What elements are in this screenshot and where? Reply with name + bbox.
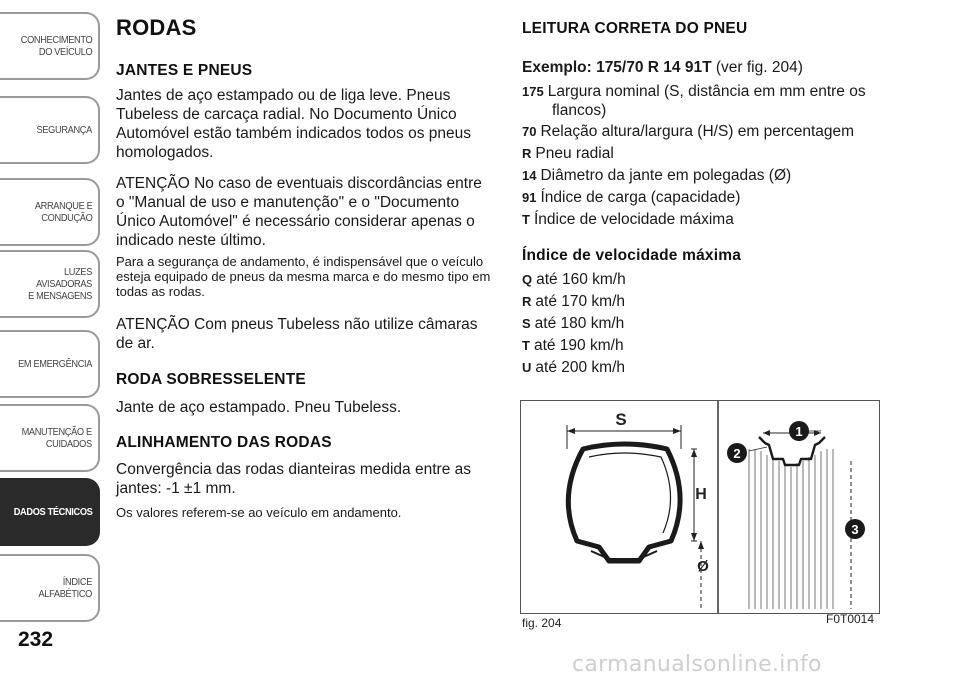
jantes-heading: JANTES E PNEUS: [116, 62, 253, 79]
speed-heading: Índice de velocidade máxima: [522, 247, 742, 264]
callout-3: [845, 519, 865, 539]
watermark: carmanualsonline.info: [572, 652, 822, 677]
seguranca-note: Para a segurança de andamento, é indispensável que o veículo esteja equipado de pneus da mesma marca e do mesmo tipo em todas as rodas.: [116, 254, 491, 299]
figure-caption: fig. 204: [522, 616, 562, 630]
callout-2: [727, 443, 747, 463]
alinhamento-text: Convergência das rodas dianteiras medida entre as jantes: -1 ±1 mm.: [116, 461, 471, 497]
rim-vertical-lines: [749, 449, 833, 609]
diameter-arrow: [698, 541, 704, 549]
tab-arranque[interactable]: ARRANQUE E CONDUÇÃO: [0, 178, 100, 246]
code-row: R Pneu radial: [522, 145, 614, 162]
svg-text:3: 3: [851, 522, 859, 537]
tab-luzes[interactable]: LUZES AVISADORAS E MENSAGENS: [0, 250, 100, 318]
tire-diagram: [521, 401, 879, 613]
jantes-text: Jantes de aço estampado ou de liga leve. Pneus Tubeless de carcaça radial. No Documento Único Automóvel estão também indicados todos os pneus homologados.: [116, 87, 471, 161]
tab-emergencia[interactable]: EM EMERGÊNCIA: [0, 330, 100, 398]
example-ref: (ver fig. 204): [715, 59, 803, 76]
code-row: 14 Diâmetro da jante em polegadas (Ø): [522, 167, 792, 184]
tire-diagram-figure: [520, 400, 880, 614]
callout-1: [789, 421, 809, 441]
sobresselente-heading: RODA SOBRESSELENTE: [116, 371, 306, 388]
example-bold: Exemplo: 175/70 R 14 91T: [522, 59, 712, 76]
tab-manutencao[interactable]: MANUTENÇÃO E CUIDADOS: [0, 404, 100, 472]
leitura-heading: LEITURA CORRETA DO PNEU: [522, 20, 748, 37]
tab-conhecimento[interactable]: CONHECIMENTO DO VEÍCULO: [0, 12, 100, 80]
height-arrow-top: [691, 449, 697, 457]
page-number: 232: [18, 628, 54, 651]
speed-row: R até 170 km/h: [522, 293, 625, 310]
alinhamento-heading: ALINHAMENTO DAS RODAS: [116, 434, 332, 451]
speed-row: S até 180 km/h: [522, 315, 625, 332]
atencao-tubeless: ATENÇÃO Com pneus Tubeless não utilize câmaras de ar.: [116, 316, 478, 352]
svg-text:2: 2: [733, 446, 741, 461]
label-s: S: [615, 410, 627, 429]
tab-indice[interactable]: ÍNDICE ALFABÉTICO: [0, 554, 100, 622]
code-row: T Índice de velocidade máxima: [522, 211, 734, 228]
label-diameter: Ø: [697, 558, 709, 575]
height-arrow-bottom: [691, 533, 697, 541]
example-line: [522, 58, 887, 77]
svg-text:1: 1: [795, 424, 803, 439]
speed-row: T até 190 km/h: [522, 337, 624, 354]
width-arrow-right: [673, 428, 681, 434]
callout-2-leader: [749, 447, 767, 451]
label-h: H: [695, 486, 707, 503]
figure-code: F0T0014: [826, 612, 875, 626]
speed-row: U até 200 km/h: [522, 359, 625, 376]
alinhamento-note: Os valores referem-se ao veículo em andamento.: [116, 505, 402, 520]
code-row: 175 Largura nominal (S, distância em mm entre os flancos): [522, 83, 866, 119]
sobresselente-text: Jante de aço estampado. Pneu Tubeless.: [116, 399, 402, 416]
speed-row: Q até 160 km/h: [522, 271, 626, 288]
width-arrow-left: [567, 428, 575, 434]
code-row: 70 Relação altura/largura (H/S) em percentagem: [522, 123, 855, 140]
code-row: 91 Índice de carga (capacidade): [522, 189, 741, 206]
tab-dados-tecnicos[interactable]: DADOS TÉCNICOS: [0, 478, 100, 546]
atencao-discordancias: ATENÇÃO No caso de eventuais discordâncias entre o "Manual de uso e manutenção" e o "Documento Único Automóvel" é necessário considerar apenas o indicado neste último.: [116, 175, 482, 249]
section-title: RODAS: [116, 15, 197, 40]
tab-seguranca[interactable]: SEGURANÇA: [0, 96, 100, 164]
rim-width-arrow-left: [763, 430, 770, 436]
